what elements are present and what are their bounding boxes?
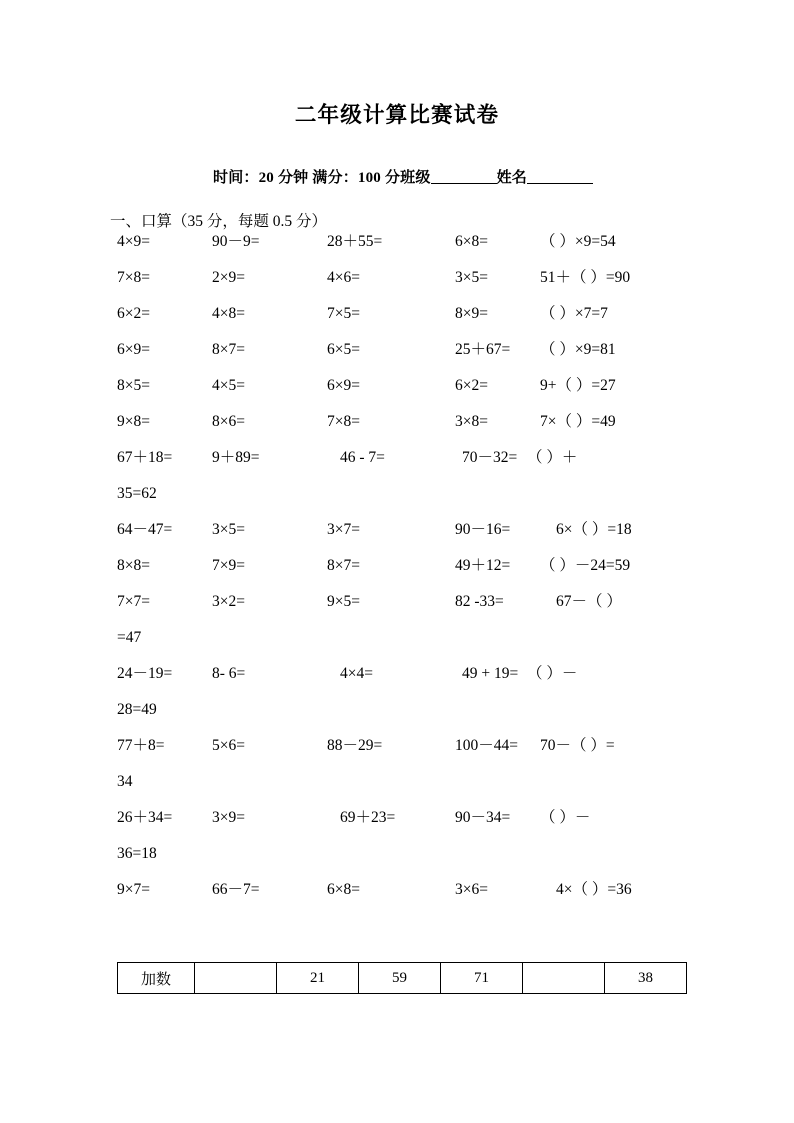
problem-item[interactable]: 3×7= [327, 521, 360, 538]
problem-item[interactable]: 8×7= [212, 341, 245, 358]
problem-item[interactable]: 6×9= [327, 377, 360, 394]
problem-item[interactable]: 6×9= [117, 341, 150, 358]
problem-row [0, 340, 794, 376]
problem-item[interactable]: 5×6= [212, 737, 245, 754]
problem-item[interactable]: 28＋55= [327, 233, 383, 250]
problem-item[interactable]: 64－47= [117, 521, 173, 538]
problem-item[interactable]: 8×8= [117, 557, 150, 574]
problem-item[interactable]: （ ）－24=59 [540, 557, 631, 574]
table-cell[interactable]: 38 [605, 963, 687, 994]
problem-item[interactable]: 3×6= [455, 881, 488, 898]
problem-item[interactable]: 88－29= [327, 737, 383, 754]
problem-item[interactable]: 82 -33= [455, 593, 504, 610]
problem-item[interactable]: 70－（ ）= [540, 737, 615, 754]
problem-item[interactable]: 3×5= [212, 521, 245, 538]
problem-item[interactable]: 51＋（ ）=90 [540, 269, 631, 286]
problem-row [0, 880, 794, 916]
problem-row [0, 376, 794, 412]
table-cell[interactable]: 21 [277, 963, 359, 994]
problem-item[interactable]: （ ）－ [527, 665, 578, 682]
problem-grid [0, 232, 794, 916]
table-cell[interactable] [195, 963, 277, 994]
problem-item[interactable]: 69＋23= [340, 809, 396, 826]
problem-item[interactable]: 67＋18= [117, 449, 173, 466]
problem-item[interactable]: （ ）×9=54 [540, 233, 616, 250]
problem-item[interactable]: 7×8= [327, 413, 360, 430]
problem-item[interactable]: 3×9= [212, 809, 245, 826]
problem-row [0, 448, 794, 484]
problem-item[interactable]: 90－9= [212, 233, 260, 250]
problem-item[interactable]: （ ）×7=7 [540, 305, 608, 322]
problem-item[interactable]: 7×5= [327, 305, 360, 322]
problem-item[interactable]: 4×9= [117, 233, 150, 250]
problem-row-continuation [0, 772, 794, 808]
problem-item[interactable]: 9×7= [117, 881, 150, 898]
problem-item[interactable]: 4×5= [212, 377, 245, 394]
problem-item[interactable]: 100－44= [455, 737, 518, 754]
problem-item[interactable]: 9×5= [327, 593, 360, 610]
problem-item[interactable]: 6×8= [455, 233, 488, 250]
problem-item[interactable]: 25＋67= [455, 341, 511, 358]
problem-item[interactable]: 77＋8= [117, 737, 165, 754]
problem-item[interactable]: 6×2= [455, 377, 488, 394]
problem-item-continuation[interactable]: =47 [117, 629, 142, 646]
problem-row [0, 232, 794, 268]
problem-row [0, 412, 794, 448]
problem-item-continuation[interactable]: 28=49 [117, 701, 157, 718]
problem-item[interactable]: （ ）×9=81 [540, 341, 616, 358]
problem-item[interactable]: 3×5= [455, 269, 488, 286]
problem-item[interactable]: 66－7= [212, 881, 260, 898]
problem-item[interactable]: 8×6= [212, 413, 245, 430]
problem-item[interactable]: 8- 6= [212, 665, 246, 682]
problem-item[interactable]: 8×9= [455, 305, 488, 322]
problem-item[interactable]: 7×（ ）=49 [540, 413, 616, 430]
problem-item[interactable]: （ ）＋ [527, 449, 578, 466]
table-cell[interactable] [523, 963, 605, 994]
section-heading-oral-calculation: 一、口算（35 分，每题 0.5 分） [110, 213, 328, 230]
problem-item[interactable]: 67－（ ） [556, 593, 622, 610]
problem-row-continuation [0, 628, 794, 664]
exam-meta-prefix: 时间：20 分钟 满分：100 分班级 [213, 170, 431, 186]
problem-item[interactable]: 3×2= [212, 593, 245, 610]
problem-row [0, 268, 794, 304]
problem-item[interactable]: 8×7= [327, 557, 360, 574]
problem-item[interactable]: 7×7= [117, 593, 150, 610]
problem-row [0, 664, 794, 700]
problem-item[interactable]: 7×8= [117, 269, 150, 286]
problem-row [0, 556, 794, 592]
problem-item[interactable]: 4×6= [327, 269, 360, 286]
problem-item[interactable]: （ ）－ [540, 809, 591, 826]
table-cell[interactable]: 59 [359, 963, 441, 994]
table-row-label: 加数 [118, 963, 195, 994]
addend-table [117, 962, 687, 994]
problem-item[interactable]: 49 + 19= [462, 665, 519, 682]
problem-item[interactable]: 3×8= [455, 413, 488, 430]
problem-row-continuation [0, 700, 794, 736]
problem-row [0, 808, 794, 844]
problem-item[interactable]: 7×9= [212, 557, 245, 574]
problem-item[interactable]: 9×8= [117, 413, 150, 430]
problem-item[interactable]: 46 - 7= [340, 449, 385, 466]
page-title: 二年级计算比赛试卷 [294, 103, 500, 127]
problem-row-continuation [0, 484, 794, 520]
problem-item[interactable]: 4×4= [340, 665, 373, 682]
problem-item[interactable]: 6×8= [327, 881, 360, 898]
problem-item[interactable]: 9+（ ）=27 [540, 377, 616, 394]
problem-item[interactable]: 90－34= [455, 809, 511, 826]
problem-item[interactable]: 70－32= [462, 449, 518, 466]
problem-item[interactable]: 6×5= [327, 341, 360, 358]
problem-item[interactable]: 90－16= [455, 521, 511, 538]
name-blank-field[interactable] [527, 183, 593, 184]
problem-item-continuation[interactable]: 34 [117, 773, 133, 790]
problem-item[interactable]: 4×（ ）=36 [556, 881, 632, 898]
problem-item[interactable]: 24－19= [117, 665, 173, 682]
problem-row-continuation [0, 844, 794, 880]
class-blank-field[interactable] [431, 183, 497, 184]
table-cell[interactable]: 71 [441, 963, 523, 994]
problem-item[interactable]: 6×（ ）=18 [556, 521, 632, 538]
problem-item[interactable]: 6×2= [117, 305, 150, 322]
problem-item[interactable]: 4×8= [212, 305, 245, 322]
table-row [118, 963, 687, 994]
problem-row [0, 304, 794, 340]
problem-row [0, 736, 794, 772]
exam-meta-line [213, 166, 593, 187]
problem-item[interactable]: 9＋89= [212, 449, 260, 466]
exam-meta-name-label: 姓名 [496, 170, 527, 186]
problem-item[interactable]: 26＋34= [117, 809, 173, 826]
problem-row [0, 592, 794, 628]
problem-item-continuation[interactable]: 36=18 [117, 845, 157, 862]
problem-item[interactable]: 49＋12= [455, 557, 511, 574]
problem-item-continuation[interactable]: 35=62 [117, 485, 157, 502]
problem-item[interactable]: 2×9= [212, 269, 245, 286]
problem-row [0, 520, 794, 556]
problem-item[interactable]: 8×5= [117, 377, 150, 394]
